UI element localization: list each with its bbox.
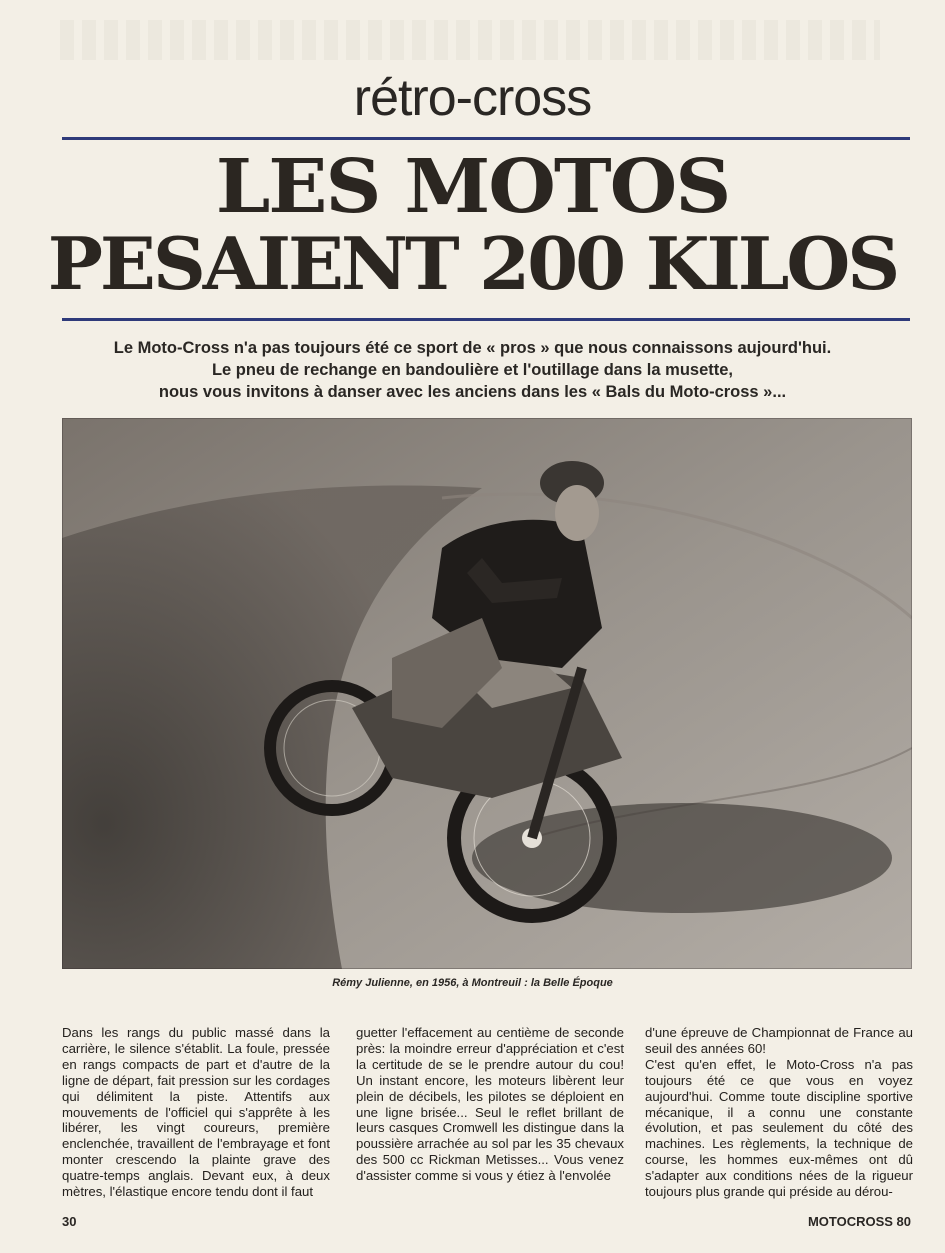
- motocross-rider-photo: [62, 418, 912, 969]
- magazine-name: MOTOCROSS 80: [807, 1214, 911, 1229]
- body-column-2: [356, 1025, 624, 1184]
- body-paragraph: C'est qu'en effet, le Moto-Cross n'a pas toujours été ce que vous en voyez aujourd'hui. Comme toute discipline sportive mécanique, il a connu une constante évolution, et pas seulement du côté des machines. Les règlements, la technique de course, les hommes eux-mêmes ont dû s'adapter aux conditions nées de la rigueur toujours plus grande qui préside au dérou-: [645, 1056, 913, 1200]
- intro-line-2: Le pneu de rechange en bandoulière et l'outillage dans la musette,: [211, 361, 734, 379]
- faint-bleed-through: [60, 20, 880, 60]
- section-rubric: rétro-cross: [353, 69, 592, 127]
- top-rule: [62, 137, 910, 140]
- body-paragraph: Dans les rangs du public massé dans la carrière, le silence s'établit. La foule, pressée en rangs compacts de part et d'autre de la ligne de départ, fait pression sur les cordages qui délimitent la piste. Attentifs aux mouvements de l'officiel qui s'apprête à les libérer, les vingt coureurs, première enclenchée, travaillent de l'embrayage et font monter crescendo la plainte grave des quatre-temps anglais. Devant eux, à deux mètres, l'élastique encore tendu dont il faut: [62, 1025, 330, 1200]
- body-column-1: [62, 1025, 330, 1200]
- intro-line-3: nous vous invitons à danser avec les anciens dans les « Bals du Moto-cross »...: [158, 383, 787, 401]
- body-paragraph: guetter l'effacement au centième de seconde près: la moindre erreur d'appréciation et c'est la certitude de se le prendre autour du cou! Un instant encore, les moteurs libèrent leur plein de décibels, les pilotes se déploient en une ligne brisée... Seul le reflet brillant de leurs casques Cromwell les distingue dans la poussière arrachée au sol par les 35 chevaux des 500 cc Rickman Metisses... Vous venez d'assister comme si vous y étiez à l'envolée: [356, 1025, 624, 1184]
- intro-line-1: Le Moto-Cross n'a pas toujours été ce sport de « pros » que nous connaissons aujourd'hui.: [113, 339, 832, 357]
- page-number: 30: [62, 1214, 77, 1229]
- photo-illustration: [62, 418, 912, 969]
- intro-standfirst: [40, 337, 905, 403]
- headline-line-1: LES MOTOS: [215, 144, 730, 230]
- photo-caption: Rémy Julienne, en 1956, à Montreuil : la Belle Époque: [332, 977, 613, 989]
- body-column-3: [645, 1025, 913, 1200]
- headline-line-2: PESAIENT 200 KILOS: [47, 221, 898, 306]
- body-paragraph: d'une épreuve de Championnat de France au seuil des années 60!: [645, 1025, 913, 1056]
- headline-bottom-rule: [62, 318, 910, 321]
